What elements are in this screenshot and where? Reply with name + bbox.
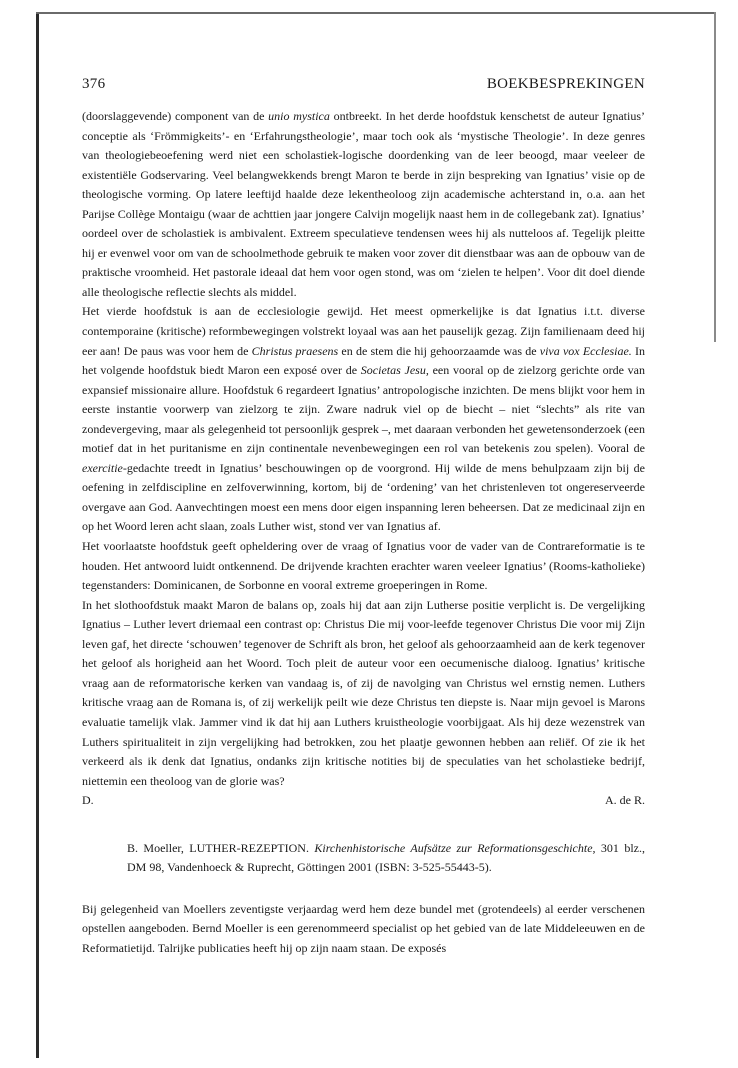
- citation-subtitle: Kirchenhistorische Aufsätze zur Reformationsgeschichte,: [314, 840, 596, 855]
- paragraph: In het slothoofdstuk maakt Maron de balans op, zoals hij dat aan zijn Lutherse positie verplicht is. De vergelijking Ignatius – Luther levert driemaal een contrast op: Christus Die mij voor-leefde tegenover Christus Die voor mij Zijn leven gaf, het directe ‘schouwen’ tegenover de Schrift als bron, het geloof als gehoorzaamheid aan de kerk tegenover het geloof als horigheid aan het Woord. Toch pleit de auteur voor een oecumenische dialoog. Ignatius’ kritische vraag aan de reformatorische kerken van vandaag is, of zij de navolging van Christus wel ernstig nemen. Luthers kritische vraag aan de Romana is, of zij werkelijk peilt wie deze Christus ten diepste is. Naar mijn gevoel is Marons evaluatie tamelijk vlak. Jammer vind ik dat hij aan Luthers kruistheologie voorbijgaat. Als hij deze wezenstrek van Luthers spiritualiteit in zijn vergelijking had betrokken, zou het plaatje gewonnen hebben aan reliëf. Of zie ik het verkeerd als ik denk dat Ignatius, ondanks zijn kritische notities bij de speculaties van het scholastieke bedrijf, niettemin een theoloog van de glorie was?: [82, 597, 645, 788]
- book-page: [82, 76, 645, 958]
- page-number: 376: [82, 76, 106, 92]
- review-body: Bij gelegenheid van Moellers zeventigste verjaardag werd hem deze bundel met (grotendeels) al eerder verschenen opstellen aangeboden. Bernd Moeller is een gerenommeerd specialist op het gebied van de late Middeleeuwen en de Reformatietijd. Talrijke publicaties heeft hij op zijn naam staan. De exposés: [82, 901, 645, 955]
- signature-line: [82, 791, 645, 811]
- signature-left: D.: [82, 793, 94, 808]
- section-title: BOEKBESPREKINGEN: [486, 76, 645, 92]
- running-header: [82, 76, 645, 93]
- book-citation: [127, 839, 645, 878]
- paragraph: Het vierde hoofdstuk is aan de ecclesiologie gewijd. Het meest opmerkelijke is dat Ignatius i.t.t. diverse contemporaine (kritische) reformbewegingen volstrekt loyaal was aan het pauselijk gezag. Zijn familienaam deed hij eer aan! De paus was voor hem de Christus praesens en de stem die hij gehoorzaamde was de viva vox Ecclesiae. In het volgende hoofdstuk biedt Maron een exposé over de Societas Jesu, een vooral op de zielzorg gerichte orde van expansief missionaire allure. Hoofdstuk 6 regardeert Ignatius’ antropologische inzichten. De mens blijkt voor hem in eerste instantie voorwerp van zielzorg te zijn. Zware nadruk viel op de biecht – niet “slechts” als rite van zondevergeving, maar als gelegenheid tot persoonlijk gesprek –, met daaraan verbonden het gewetensonderzoek (een motief dat in het puritanisme en zijn continentale nevenbewegingen een rol van betekenis zou spelen). Vooral de exercitie-gedachte treedt in Ignatius’ beschouwingen op de voorgrond. Hij wilde de mens behulpzaam zijn bij de oefening in zelfdiscipline en zelfoverwinning, kortom, bij de ‘ordening’ van het christenleven tot ongereserveerde overgave aan God. Aanvechtingen moest een mens door eigen inspanning leren beheersen. Dat ze medicinaal zijn en op het Woord leren acht slaan, zoals Luther wist, stond ver van Ignatius af.: [82, 304, 646, 534]
- scan-border-top: [36, 12, 716, 14]
- review-text: [82, 107, 645, 791]
- citation-author-title: B. Moeller, LUTHER-REZEPTION.: [127, 840, 315, 855]
- signature-right: A. de R.: [605, 793, 645, 808]
- scan-border-left: [36, 12, 39, 1058]
- paragraph: (doorslaggevende) component van de unio mystica ontbreekt. In het derde hoofdstuk kenschetst de auteur Ignatius’ conceptie als ‘Frömmigkeits’- en ‘Erfahrungstheologie’, maar toch ook als ‘mystische Theologie’. In deze genres van theologiebeoefening werd niet een scholastiek-logische doordenking van de leer beoogd, maar veeleer de existentiële Godservaring. Veel belangwekkends brengt Maron te berde in zijn bespreking van Ignatius’ visie op de theologische vorming. Op latere leeftijd haalde deze lekentheoloog zijn academische achterstand in, o.a. aan het Parijse Collège Montaigu (waar de achttien jaar jongere Calvijn mogelijk naast hem in de collegebank zat). Ignatius’ oordeel over de scholastiek is ambivalent. Extreem speculatieve tendensen wees hij als nutteloos af. Tegelijk pleitte hij er evenwel voor om van de schoolmethode gebruik te maken voor zover dit dienstbaar was aan de opbouw van de praktische vroomheid. Het pastorale ideaal dat hem voor ogen stond, was om ‘zielen te helpen’. Voor dit doel diende alle theologische reflectie slechts als middel.: [82, 109, 645, 299]
- paragraph: Het voorlaatste hoofdstuk geeft opheldering over de vraag of Ignatius voor de vader van de Contrareformatie is te houden. Het antwoord luidt ontkennend. De drijvende krachten erachter waren veeleer Ignatius’ (Rooms-katholieke) tegenstanders: Dominicanen, de Sorbonne en vooral extreme groeperingen in Rome.: [82, 539, 645, 593]
- citation-details: 301 blz., DM 98, Vandenhoeck & Ruprecht, Göttingen 2001 (ISBN: 3-525-55443-5).: [127, 840, 645, 875]
- scan-border-right: [714, 12, 716, 342]
